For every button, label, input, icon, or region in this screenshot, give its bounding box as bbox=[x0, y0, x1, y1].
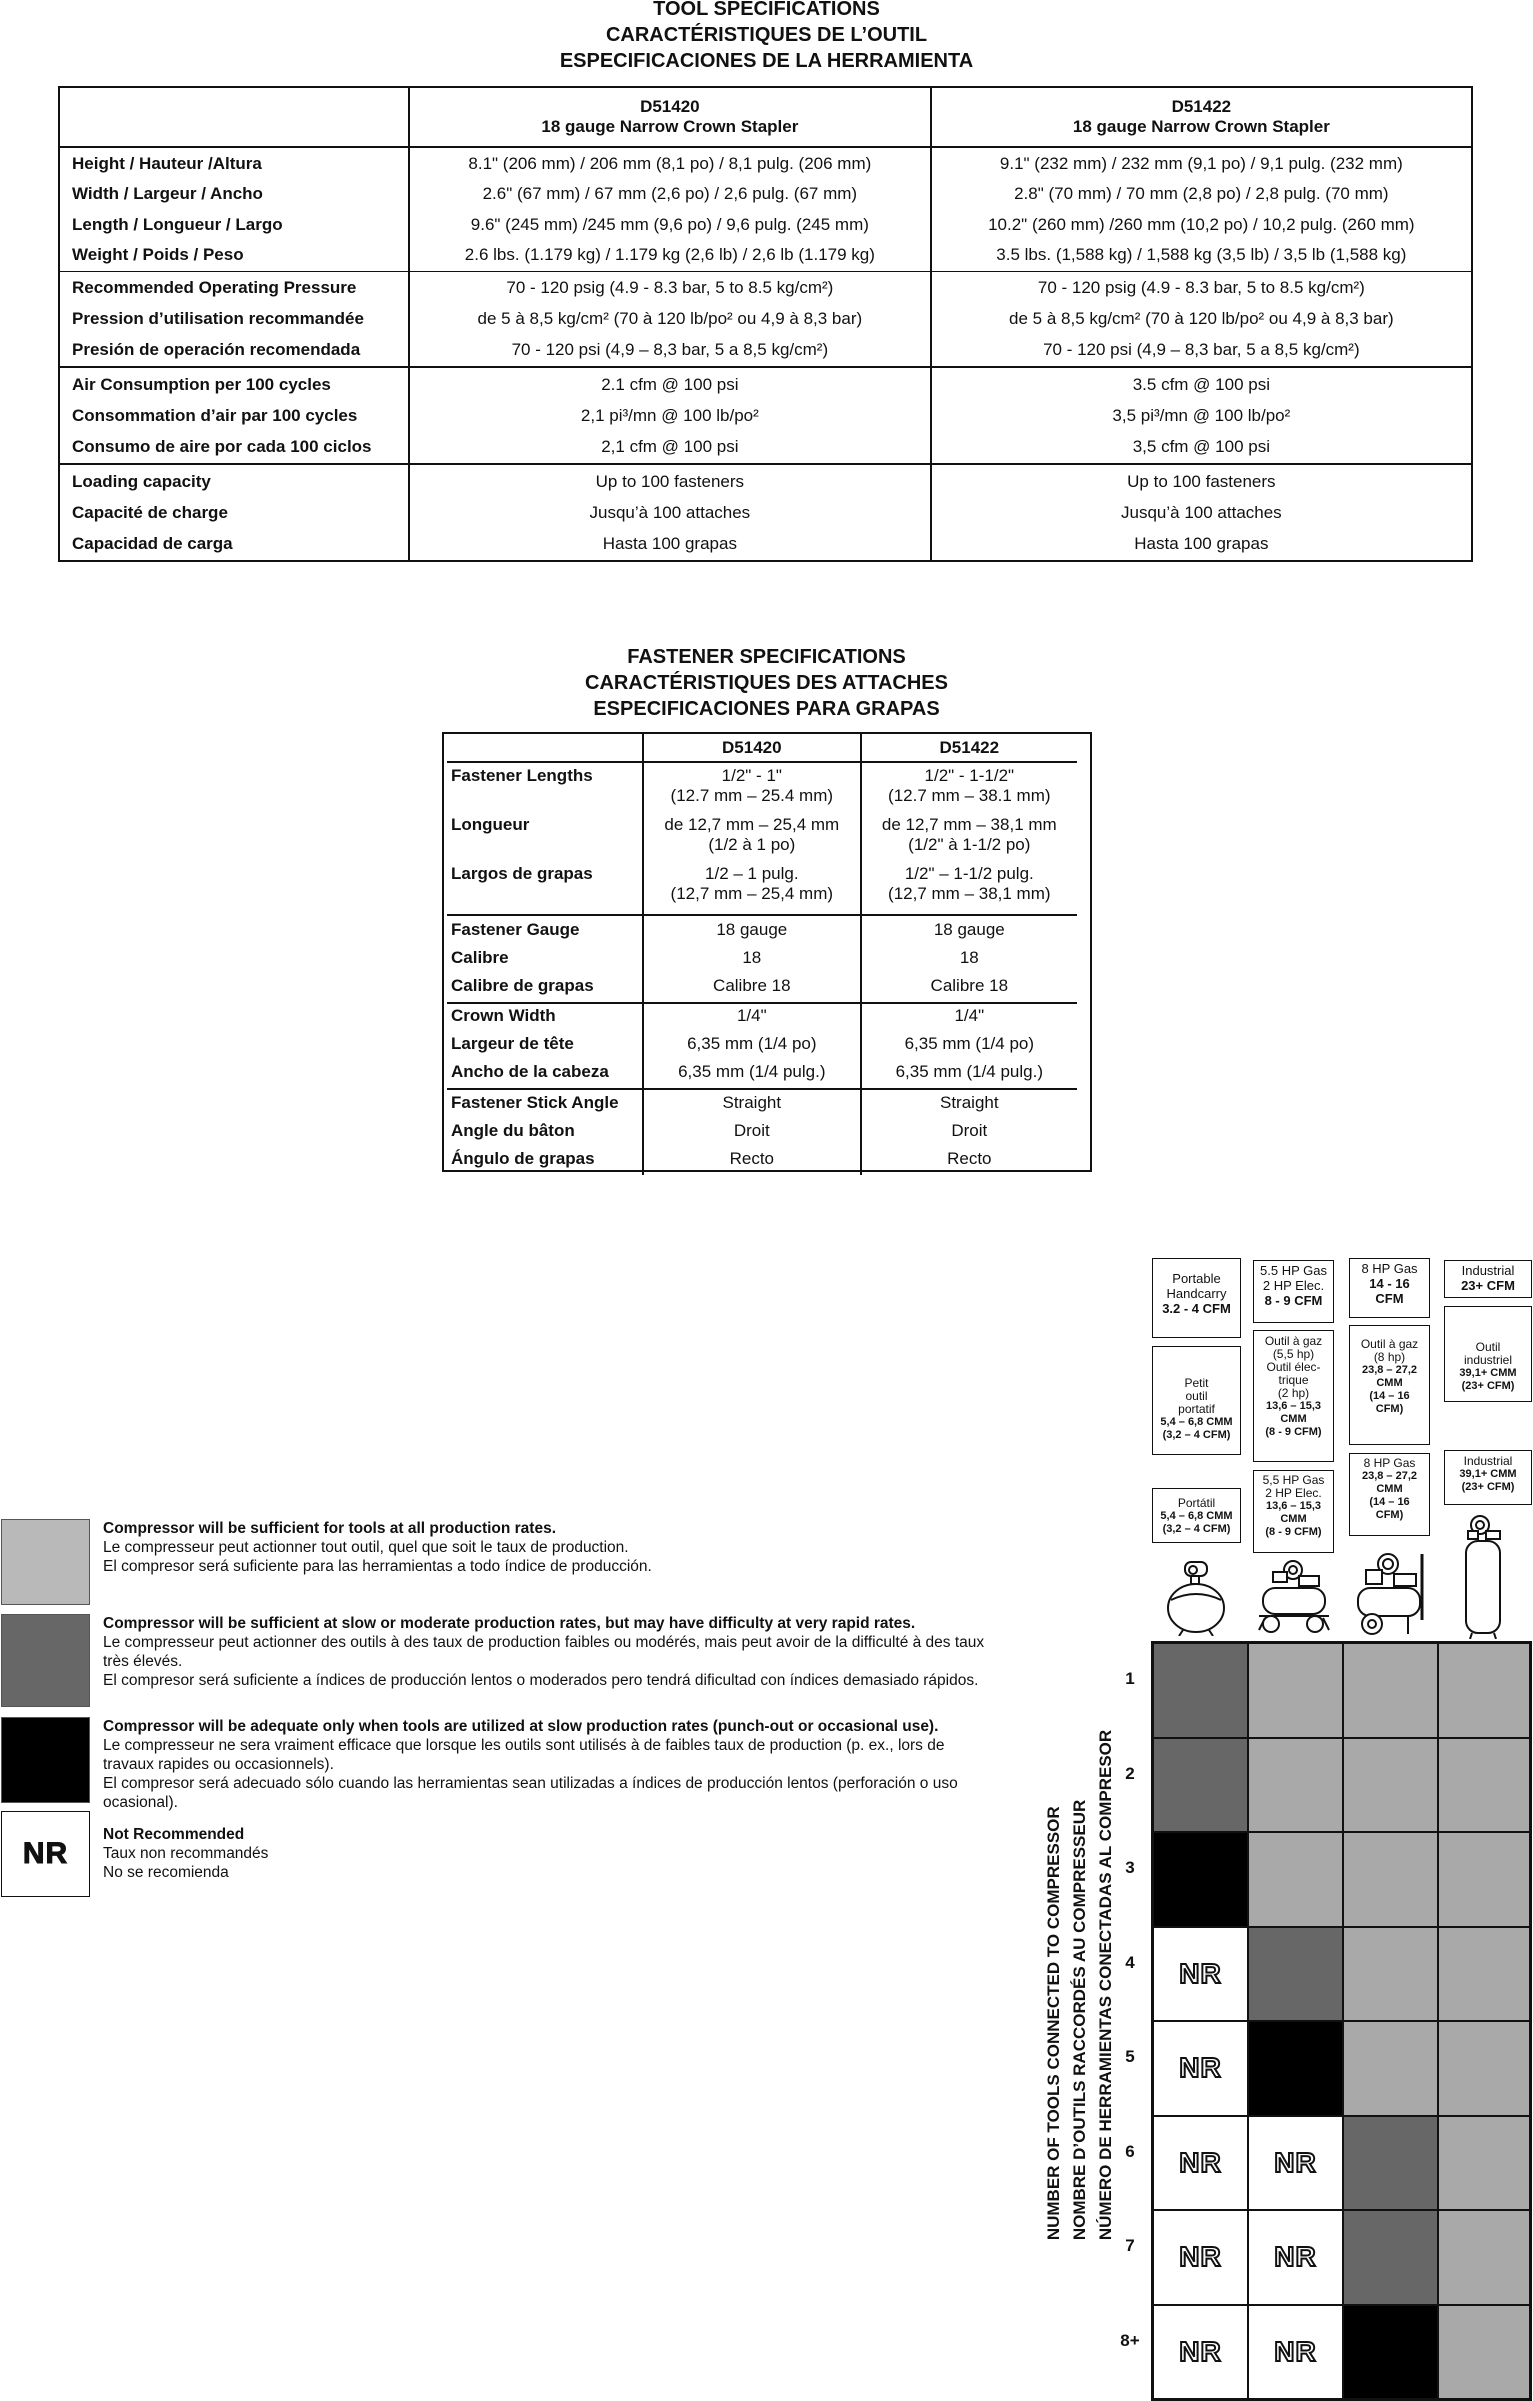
loading-label-fr: Capacité de charge bbox=[72, 503, 228, 523]
chart-cell-row7-col1 bbox=[1153, 2210, 1248, 2305]
row-value-1: 8.1" (206 mm) / 206 mm (8,1 po) / 8,1 pulg. (206 mm) bbox=[409, 147, 931, 178]
fastener-gauge-row bbox=[447, 915, 1077, 1003]
col2-fr-line: trique bbox=[1278, 1373, 1309, 1387]
air-label-en: Air Consumption per 100 cycles bbox=[72, 375, 331, 395]
air-value: 3,5 cfm @ 100 psi bbox=[1132, 437, 1270, 457]
tools-connected-axis-label bbox=[1030, 1705, 1130, 2265]
table-row bbox=[59, 240, 1472, 271]
row-label: Weight / Poids / Peso bbox=[72, 245, 244, 265]
model-1-name: 18 gauge Narrow Crown Stapler bbox=[541, 117, 799, 136]
col4-fr-cmm: 39,1+ CMM bbox=[1459, 1367, 1517, 1379]
legend-swatch-black bbox=[1, 1717, 90, 1803]
col2-en-cfm: 8 - 9 CFM bbox=[1264, 1293, 1323, 1308]
chart-cell-row1-col2 bbox=[1248, 1643, 1343, 1738]
length-value: 1/2" - 1" bbox=[721, 766, 782, 785]
axis-label-fr: NOMBRE D’OUTILS RACCORDÉS AU COMPRESSEUR bbox=[1070, 1799, 1089, 2241]
length-value: 1/2 – 1 pulg. bbox=[705, 864, 799, 883]
chart-cell-row7-col3 bbox=[1343, 2210, 1438, 2305]
pressure-label-es: Presión de operación recomendada bbox=[72, 340, 361, 360]
col1-en-line: Portable bbox=[1172, 1271, 1221, 1286]
length-value: (12,7 mm – 38,1 mm) bbox=[888, 884, 1051, 903]
fastener-specs-heading bbox=[0, 644, 1533, 722]
legend-swatch-nr: NR bbox=[1, 1811, 90, 1897]
col3-es-box bbox=[1349, 1453, 1430, 1536]
air-row bbox=[59, 367, 1472, 464]
pressure-label-fr: Pression d’utilisation recommandée bbox=[72, 309, 364, 329]
tool-table-corner bbox=[59, 87, 409, 147]
chart-cell-row4-col2 bbox=[1248, 1927, 1343, 2022]
row-number: 2 bbox=[1125, 1763, 1135, 1783]
legend-line: El compresor será suficiente para las herramientas a todo índice de producción. bbox=[103, 1558, 652, 1575]
row-number: 4 bbox=[1125, 1952, 1135, 1972]
length-value: (12.7 mm – 38.1 mm) bbox=[888, 786, 1051, 805]
gauge-label-es: Calibre de grapas bbox=[451, 976, 594, 995]
axis-label-text bbox=[1041, 1730, 1119, 2240]
fastener-col-2: D51422 bbox=[861, 734, 1077, 762]
col4-es-cfm: (23+ CFM) bbox=[1461, 1481, 1515, 1493]
crown-labels bbox=[447, 1003, 643, 1089]
crown-value: 6,35 mm (1/4 po) bbox=[904, 1034, 1035, 1053]
air-value: 3.5 cfm @ 100 psi bbox=[1132, 375, 1270, 395]
pressure-value: 70 - 120 psig (4.9 - 8.3 bar, 5 to 8.5 kg/cm²) bbox=[506, 278, 834, 298]
crown-value: 6,35 mm (1/4 po) bbox=[687, 1034, 817, 1053]
angle-value: Droit bbox=[951, 1121, 988, 1140]
chart-cell-row5-col1 bbox=[1153, 2021, 1248, 2116]
loading-value: Jusqu’à 100 attaches bbox=[589, 503, 751, 523]
row-value-2: 2.8" (70 mm) / 70 mm (2,8 po) / 2,8 pulg. (70 mm) bbox=[931, 178, 1472, 209]
loading-values-1 bbox=[409, 464, 931, 561]
crown-value: 1/4" bbox=[736, 1006, 767, 1025]
col1-en-box bbox=[1152, 1258, 1241, 1338]
pressure-row bbox=[59, 271, 1472, 367]
length-value: (1/2" à 1-1/2 po) bbox=[908, 835, 1031, 854]
crown-value: 1/4" bbox=[954, 1006, 985, 1025]
col1-es-box bbox=[1152, 1488, 1241, 1543]
model-2-header bbox=[931, 87, 1472, 147]
length-value: de 12,7 mm – 38,1 mm bbox=[881, 815, 1057, 834]
chart-cell-row3-col2 bbox=[1248, 1832, 1343, 1927]
pressure-values-1 bbox=[409, 271, 931, 367]
length-values-2 bbox=[861, 762, 1077, 915]
loading-value: Hasta 100 grapas bbox=[602, 534, 737, 554]
col1-es-cmm: 5,4 – 6,8 CMM bbox=[1160, 1510, 1233, 1522]
loading-values-2 bbox=[931, 464, 1472, 561]
col3-fr-cmm-unit: CMM bbox=[1376, 1377, 1403, 1389]
crown-values-2 bbox=[861, 1003, 1077, 1089]
gauge-value: Calibre 18 bbox=[713, 976, 791, 995]
pressure-label-en: Recommended Operating Pressure bbox=[72, 278, 357, 298]
legend-swatch-dark bbox=[1, 1614, 90, 1707]
col4-en-box bbox=[1444, 1260, 1532, 1298]
chart-cell-row2-col1 bbox=[1153, 1738, 1248, 1833]
gauge-label-fr: Calibre bbox=[451, 948, 509, 967]
col3-fr-cfm-b: CFM) bbox=[1375, 1403, 1404, 1415]
chart-cell-row8+-col2 bbox=[1248, 2305, 1343, 2400]
row-label: Height / Hauteur /Altura bbox=[72, 154, 262, 173]
crown-value: 6,35 mm (1/4 pulg.) bbox=[895, 1062, 1043, 1081]
gauge-values-2 bbox=[861, 915, 1077, 1003]
row-value-1: 2.6 lbs. (1.179 kg) / 1.179 kg (2,6 lb) / 2,6 lb (1.179 kg) bbox=[409, 240, 931, 271]
nr-mark: NR bbox=[1179, 2146, 1222, 2178]
legend-lead: Compressor will be adequate only when tools are utilized at slow production rates (punch-out or occasional use). bbox=[103, 1718, 939, 1735]
col4-en-cfm: 23+ CFM bbox=[1461, 1278, 1515, 1293]
table-row bbox=[59, 178, 1472, 209]
angle-value: Recto bbox=[729, 1149, 775, 1168]
chart-cell-row8+-col1 bbox=[1153, 2305, 1248, 2400]
table-row bbox=[59, 147, 1472, 178]
col1-fr-cfm: (3,2 – 4 CFM) bbox=[1162, 1429, 1231, 1441]
row-number: 1 bbox=[1125, 1669, 1135, 1688]
gauge-value: 18 gauge bbox=[933, 920, 1005, 939]
fastener-title-en: FASTENER SPECIFICATIONS bbox=[627, 646, 906, 668]
chart-cell-row3-col1 bbox=[1153, 1832, 1248, 1927]
col2-en-line: 2 HP Elec. bbox=[1262, 1278, 1325, 1293]
fastener-length-row bbox=[447, 762, 1077, 915]
length-label-fr: Longueur bbox=[451, 815, 530, 834]
col1-en-cfm: 3.2 - 4 CFM bbox=[1162, 1301, 1231, 1316]
chart-cell-row6-col2 bbox=[1248, 2116, 1343, 2211]
air-value: 2,1 pi³/mn @ 100 lb/po² bbox=[580, 406, 759, 426]
col3-es-cfm-b: CFM) bbox=[1375, 1509, 1404, 1521]
tool-specs-title-en: TOOL SPECIFICATIONS bbox=[653, 0, 880, 20]
gauge-values-1 bbox=[643, 915, 861, 1003]
nr-mark: NR bbox=[1179, 2335, 1222, 2367]
pressure-values-2 bbox=[931, 271, 1472, 367]
col2-es-cmm-unit: CMM bbox=[1280, 1513, 1307, 1525]
col1-fr-line: portatif bbox=[1178, 1402, 1215, 1416]
tool-specs-title-fr: CARACTÉRISTIQUES DE L’OUTIL bbox=[605, 24, 928, 46]
angle-value: Straight bbox=[940, 1093, 999, 1112]
col1-fr-cmm: 5,4 – 6,8 CMM bbox=[1160, 1416, 1233, 1428]
col2-en-box bbox=[1253, 1260, 1334, 1323]
gauge-value: Calibre 18 bbox=[930, 976, 1009, 995]
legend-text bbox=[103, 1519, 1003, 1576]
fastener-crown-row bbox=[447, 1003, 1077, 1089]
angle-values-1 bbox=[643, 1089, 861, 1175]
col3-es-cfm-a: (14 – 16 bbox=[1369, 1496, 1410, 1508]
col4-fr-line: industriel bbox=[1463, 1353, 1513, 1367]
chart-cell-row4-col3 bbox=[1343, 1927, 1438, 2022]
chart-cell-row6-col3 bbox=[1343, 2116, 1438, 2211]
industrial-compressor-icon bbox=[1460, 1515, 1506, 1639]
pressure-value: 70 - 120 psi (4,9 – 8,3 bar, 5 a 8,5 kg/cm²) bbox=[511, 340, 829, 360]
col2-fr-line: Outil à gaz bbox=[1264, 1334, 1323, 1348]
gauge-value: 18 bbox=[742, 948, 762, 967]
row-number: 8+ bbox=[1120, 2330, 1140, 2350]
angle-label-es: Ángulo de grapas bbox=[451, 1149, 595, 1168]
col3-es-line: 8 HP Gas bbox=[1363, 1456, 1416, 1470]
crown-values-1 bbox=[643, 1003, 861, 1089]
loading-value: Hasta 100 grapas bbox=[1134, 534, 1269, 554]
model-1-header bbox=[409, 87, 931, 147]
legend-line: El compresor será adecuado sólo cuando las herramientas sean utilizadas a índices de producción lentos (perforación o uso ocasional). bbox=[103, 1775, 958, 1811]
row-label: Width / Largeur / Ancho bbox=[72, 183, 263, 203]
col1-fr-line: Petit bbox=[1184, 1376, 1209, 1390]
legend-line: Taux non recommandés bbox=[103, 1845, 269, 1862]
col1-fr-line: outil bbox=[1185, 1389, 1208, 1403]
length-value: (12,7 mm – 25,4 mm) bbox=[670, 884, 834, 903]
compressor-chart-grid bbox=[1151, 1641, 1532, 2401]
col1-fr-box bbox=[1152, 1346, 1241, 1455]
air-values-1 bbox=[409, 367, 931, 464]
loading-labels bbox=[59, 464, 409, 561]
model-2-code: D51422 bbox=[1171, 97, 1232, 116]
row-value-2: 10.2" (260 mm) /260 mm (10,2 po) / 10,2 pulg. (260 mm) bbox=[931, 209, 1472, 240]
axis-label-en: NUMBER OF TOOLS CONNECTED TO COMPRESSOR bbox=[1044, 1806, 1063, 2241]
chart-cell-row7-col2 bbox=[1248, 2210, 1343, 2305]
crown-value: 6,35 mm (1/4 pulg.) bbox=[678, 1062, 826, 1081]
chart-cell-row1-col1 bbox=[1153, 1643, 1248, 1738]
row-number: 6 bbox=[1125, 2141, 1135, 2161]
chart-cell-row7-col4 bbox=[1438, 2210, 1530, 2305]
air-label-fr: Consommation d’air par 100 cycles bbox=[72, 406, 358, 426]
angle-value: Straight bbox=[722, 1093, 782, 1112]
legend-line: Le compresseur ne sera vraiment efficace que lorsque les outils sont utilisés à de faibles taux de production (p. ex., lors de travaux rapides ou occasionnels). bbox=[103, 1737, 945, 1773]
chart-cell-row6-col1 bbox=[1153, 2116, 1248, 2211]
wheelbarrow-compressor-icon bbox=[1255, 1558, 1333, 1636]
col1-en-line: Handcarry bbox=[1166, 1286, 1227, 1301]
col3-en-box bbox=[1349, 1258, 1430, 1318]
pressure-value: 70 - 120 psig (4.9 - 8.3 bar, 5 to 8.5 kg/cm²) bbox=[1037, 278, 1365, 298]
col4-fr-box bbox=[1444, 1306, 1532, 1402]
air-values-2 bbox=[931, 367, 1472, 464]
col1-es-cfm: (3,2 – 4 CFM) bbox=[1162, 1523, 1231, 1535]
crown-label-es: Ancho de la cabeza bbox=[451, 1062, 609, 1081]
nr-mark: NR bbox=[1274, 2146, 1317, 2178]
col2-es-line: 5,5 HP Gas bbox=[1262, 1473, 1325, 1487]
length-value: 1/2" - 1-1/2" bbox=[924, 766, 1015, 785]
tool-specs-table bbox=[58, 86, 1473, 562]
fastener-angle-row bbox=[447, 1089, 1077, 1175]
pressure-value: 70 - 120 psi (4,9 – 8,3 bar, 5 a 8,5 kg/cm²) bbox=[1043, 340, 1360, 360]
chart-cell-row6-col4 bbox=[1438, 2116, 1530, 2211]
length-label-en: Fastener Lengths bbox=[451, 766, 593, 785]
fastener-table-corner bbox=[447, 734, 643, 762]
col2-fr-line: Outil élec- bbox=[1266, 1360, 1321, 1374]
angle-label-fr: Angle du bâton bbox=[451, 1121, 575, 1140]
col2-fr-line: (2 hp) bbox=[1277, 1386, 1310, 1400]
loading-value: Up to 100 fasteners bbox=[1127, 472, 1276, 492]
col4-es-cmm: 39,1+ CMM bbox=[1459, 1468, 1517, 1480]
col1-es-line: Portátil bbox=[1177, 1496, 1216, 1510]
fastener-specs-box bbox=[442, 732, 1092, 1172]
col3-es-cmm-unit: CMM bbox=[1376, 1483, 1403, 1495]
col3-fr-cfm-a: (14 – 16 bbox=[1369, 1390, 1410, 1402]
nr-mark: NR bbox=[1274, 2335, 1317, 2367]
col2-es-line: 2 HP Elec. bbox=[1265, 1486, 1322, 1500]
angle-value: Droit bbox=[733, 1121, 770, 1140]
gauge-value: 18 gauge bbox=[716, 920, 788, 939]
col4-es-line: Industrial bbox=[1463, 1454, 1513, 1468]
col3-en-cfm: 14 - 16 CFM bbox=[1369, 1276, 1410, 1306]
row-value-2: 3.5 lbs. (1,588 kg) / 1,588 kg (3,5 lb) / 3,5 lb (1,588 kg) bbox=[931, 240, 1472, 271]
col2-es-cmm: 13,6 – 15,3 bbox=[1265, 1500, 1322, 1512]
air-value: 3,5 pi³/mn @ 100 lb/po² bbox=[1112, 406, 1291, 426]
tool-specs-title-es: ESPECIFICACIONES DE LA HERRAMIENTA bbox=[559, 50, 974, 72]
col3-en-line: 8 HP Gas bbox=[1361, 1261, 1418, 1276]
loading-value: Jusqu’à 100 attaches bbox=[1121, 503, 1282, 523]
axis-label-es: NÚMERO DE HERRAMIENTAS CONECTADAS AL COMPRESOR bbox=[1096, 1729, 1115, 2241]
legend-text bbox=[103, 1614, 1003, 1690]
row-value-2: 9.1" (232 mm) / 232 mm (9,1 po) / 9,1 pulg. (232 mm) bbox=[931, 147, 1472, 178]
legend-lead: Compressor will be sufficient for tools at all production rates. bbox=[103, 1520, 557, 1537]
chart-cell-row3-col3 bbox=[1343, 1832, 1438, 1927]
chart-cell-row4-col4 bbox=[1438, 1927, 1530, 2022]
col2-en-line: 5.5 HP Gas bbox=[1260, 1263, 1327, 1278]
col2-fr-cfm: (8 - 9 CFM) bbox=[1265, 1426, 1322, 1438]
col3-fr-box bbox=[1349, 1325, 1430, 1445]
row-value-1: 9.6" (245 mm) /245 mm (9,6 po) / 9,6 pulg. (245 mm) bbox=[409, 209, 931, 240]
fastener-col-1: D51420 bbox=[643, 734, 861, 762]
row-number: 3 bbox=[1125, 1858, 1135, 1877]
chart-cell-row8+-col4 bbox=[1438, 2305, 1530, 2400]
chart-cell-row2-col3 bbox=[1343, 1738, 1438, 1833]
length-label-es: Largos de grapas bbox=[451, 864, 593, 883]
chart-cell-row1-col3 bbox=[1343, 1643, 1438, 1738]
pressure-value: de 5 à 8,5 kg/cm² (70 à 120 lb/po² ou 4,9 à 8,3 bar) bbox=[1009, 309, 1394, 329]
loading-label-es: Capacidad de carga bbox=[72, 534, 233, 554]
nr-mark: NR bbox=[1179, 2241, 1222, 2273]
legend-line: Le compresseur peut actionner des outils à des taux de production faibles ou modérés, mais peut avoir de la difficulté à des taux très élevés. bbox=[103, 1634, 985, 1670]
chart-cell-row5-col2 bbox=[1248, 2021, 1343, 2116]
legend-text bbox=[103, 1717, 983, 1812]
gauge-value: 18 bbox=[959, 948, 979, 967]
col3-fr-line: Outil à gaz bbox=[1360, 1337, 1419, 1351]
length-value: (1/2 à 1 po) bbox=[708, 835, 796, 854]
row-value-1: 2.6" (67 mm) / 67 mm (2,6 po) / 2,6 pulg. (67 mm) bbox=[409, 178, 931, 209]
legend-lead: Not Recommended bbox=[103, 1826, 245, 1843]
length-labels bbox=[447, 762, 643, 915]
pressure-labels bbox=[59, 271, 409, 367]
col2-fr-cmm-unit: CMM bbox=[1280, 1413, 1307, 1425]
legend-line: Le compresseur peut actionner tout outil, quel que soit le taux de production. bbox=[103, 1539, 629, 1556]
fastener-specs-table bbox=[447, 734, 1077, 1175]
tool-specs-heading bbox=[0, 0, 1533, 74]
col4-fr-cfm: (23+ CFM) bbox=[1461, 1380, 1515, 1392]
chart-cell-row2-col4 bbox=[1438, 1738, 1530, 1833]
col2-fr-box bbox=[1253, 1330, 1334, 1462]
crown-label-en: Crown Width bbox=[451, 1006, 556, 1025]
col2-fr-line: (5,5 hp) bbox=[1272, 1347, 1315, 1361]
air-labels bbox=[59, 367, 409, 464]
air-value: 2.1 cfm @ 100 psi bbox=[601, 375, 739, 395]
nr-mark: NR bbox=[1179, 2052, 1222, 2084]
air-value: 2,1 cfm @ 100 psi bbox=[601, 437, 739, 457]
length-values-1 bbox=[643, 762, 861, 915]
gas-compressor-icon bbox=[1352, 1550, 1432, 1636]
legend-swatch-light bbox=[1, 1519, 90, 1605]
table-row bbox=[59, 209, 1472, 240]
angle-values-2 bbox=[861, 1089, 1077, 1175]
col2-es-box bbox=[1253, 1470, 1334, 1553]
col4-fr-line: Outil bbox=[1475, 1340, 1501, 1354]
chart-cell-row2-col2 bbox=[1248, 1738, 1343, 1833]
nr-mark: NR bbox=[1179, 1957, 1222, 1989]
loading-value: Up to 100 fasteners bbox=[595, 472, 745, 492]
chart-cell-row4-col1 bbox=[1153, 1927, 1248, 2022]
chart-cell-row3-col4 bbox=[1438, 1832, 1530, 1927]
model-1-code: D51420 bbox=[640, 97, 700, 116]
chart-cell-row5-col4 bbox=[1438, 2021, 1530, 2116]
row-label: Length / Longueur / Largo bbox=[72, 214, 283, 234]
gauge-label-en: Fastener Gauge bbox=[451, 920, 580, 939]
loading-row bbox=[59, 464, 1472, 561]
fastener-title-es: ESPECIFICACIONES PARA GRAPAS bbox=[593, 698, 940, 720]
air-label-es: Consumo de aire por cada 100 ciclos bbox=[72, 437, 372, 457]
fastener-title-fr: CARACTÉRISTIQUES DES ATTACHES bbox=[585, 672, 948, 694]
legend-line: No se recomienda bbox=[103, 1864, 229, 1881]
col3-fr-cmm: 23,8 – 27,2 bbox=[1361, 1364, 1418, 1376]
angle-label-en: Fastener Stick Angle bbox=[451, 1093, 619, 1112]
angle-labels bbox=[447, 1089, 643, 1175]
row-number: 5 bbox=[1125, 2047, 1135, 2066]
chart-cell-row1-col4 bbox=[1438, 1643, 1530, 1738]
col3-es-cmm: 23,8 – 27,2 bbox=[1361, 1470, 1418, 1482]
col4-en-line: Industrial bbox=[1461, 1263, 1515, 1278]
model-2-name: 18 gauge Narrow Crown Stapler bbox=[1072, 117, 1330, 136]
chart-cell-row5-col3 bbox=[1343, 2021, 1438, 2116]
loading-label-en: Loading capacity bbox=[72, 472, 211, 492]
length-value: 1/2" – 1-1/2 pulg. bbox=[904, 864, 1034, 883]
angle-value: Recto bbox=[947, 1149, 992, 1168]
length-value: de 12,7 mm – 25,4 mm bbox=[664, 815, 840, 834]
gauge-labels bbox=[447, 915, 643, 1003]
length-value: (12.7 mm – 25.4 mm) bbox=[670, 786, 834, 805]
crown-label-fr: Largeur de tête bbox=[451, 1034, 574, 1053]
legend-line: El compresor será suficiente a índices de producción lentos o moderados pero tendrá dificultad con índices demasiado rápidos. bbox=[103, 1672, 979, 1689]
pressure-value: de 5 à 8,5 kg/cm² (70 à 120 lb/po² ou 4,9 à 8,3 bar) bbox=[477, 309, 863, 329]
handcarry-compressor-icon bbox=[1163, 1558, 1229, 1636]
col2-es-cfm: (8 - 9 CFM) bbox=[1265, 1526, 1322, 1538]
col2-fr-cmm: 13,6 – 15,3 bbox=[1265, 1400, 1322, 1412]
legend-text bbox=[103, 1825, 1003, 1882]
col4-es-box bbox=[1444, 1450, 1532, 1505]
col3-fr-line: (8 hp) bbox=[1373, 1350, 1406, 1364]
row-number: 7 bbox=[1125, 2236, 1135, 2255]
nr-mark: NR bbox=[1274, 2241, 1317, 2273]
chart-cell-row8+-col3 bbox=[1343, 2305, 1438, 2400]
legend-lead: Compressor will be sufficient at slow or moderate production rates, but may have difficulty at very rapid rates. bbox=[103, 1615, 916, 1632]
